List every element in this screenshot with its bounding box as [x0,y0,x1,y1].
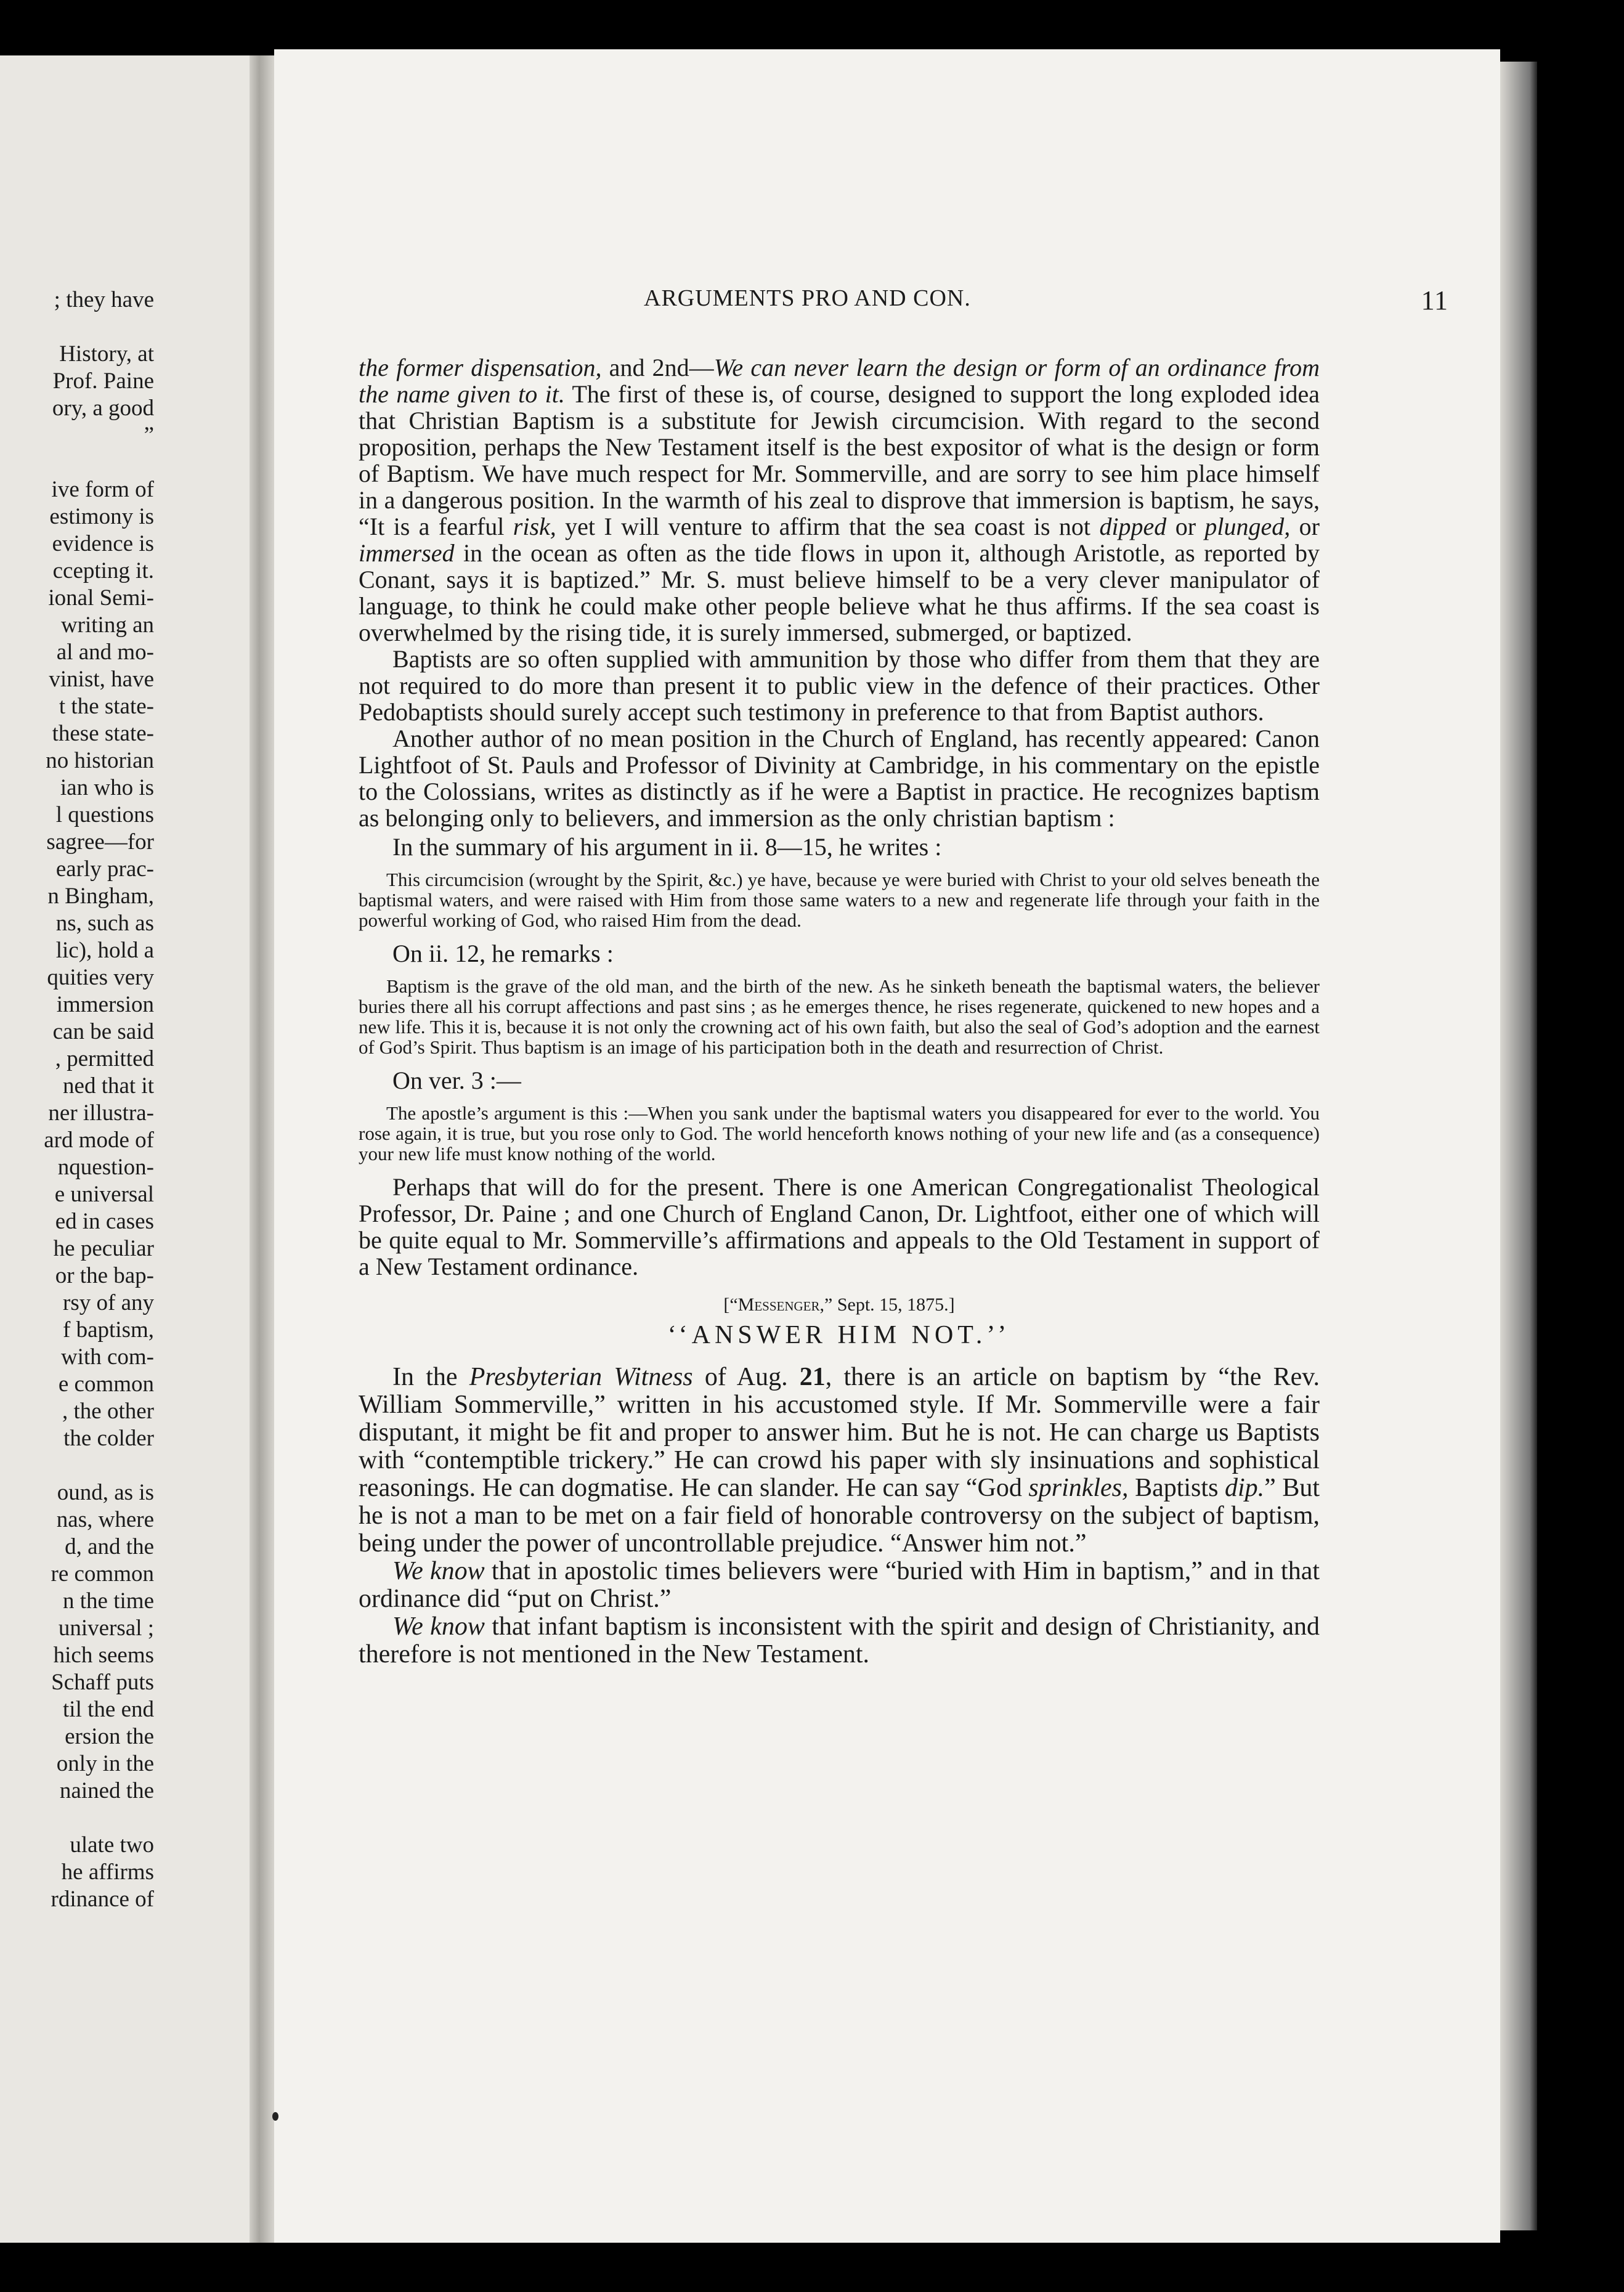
quote-intro-summary: In the summary of his argument in ii. 8—15, he writes : [392,833,942,861]
quote-intro-ver-3: On ver. 3 :— [392,1067,521,1094]
italic-phrase: We know [392,1557,485,1585]
left-text-line: ard mode of [44,1128,154,1153]
left-text-line: can be said [52,1019,154,1044]
left-text-block [0,1832,154,1913]
text-run: ” But he is not a man to be met on a fair field of honorable controversy on the subject of baptism, being under the power of uncontrollable prejudice. “Answer him not.” [359,1474,1320,1558]
block-quote-summary: This circumcision (wrought by the Spirit, &c.) ye have, because ye were buried with Christ to your old selves beneath the baptismal waters, and were raised with Him from those same waters to a new and regenerate life through your faith in the powerful working of God, who raised Him from the dead. [359,869,1320,931]
text-run: and 2nd— [601,354,714,381]
left-text-line: or the bap- [55,1263,154,1288]
left-text-line: nained the [59,1778,154,1803]
citation-source: Messenger, [737,1294,825,1315]
left-text-line: re common [51,1561,154,1587]
left-text-line: ional Semi- [48,585,154,611]
left-text-line: no historian [46,748,154,773]
left-text-line: al and mo- [56,640,154,665]
text-run: Baptists [1128,1474,1225,1502]
left-text-line: only in the [56,1751,154,1776]
left-text-line: Schaff puts [51,1670,154,1695]
left-text-line: he affirms [61,1859,154,1885]
source-citation [359,1294,1320,1315]
italic-word: dipped [1099,513,1167,540]
article-paragraph-3 [359,1613,1320,1668]
left-text-line: ed in cases [55,1209,154,1234]
article-paragraph-1 [359,1363,1320,1558]
article-paragraph-2 [359,1558,1320,1613]
left-text-line: t the state- [59,694,154,719]
left-text-line: , the other [62,1399,154,1424]
italic-word: risk, [513,513,556,540]
text-run: In the [392,1363,469,1391]
left-text-line: vinist, have [49,667,154,692]
text-run: The first of these is, of course, designed to support the long exploded idea that Christian Baptism is a substitute for Jewish circumcision. With regard to the second proposition, perhaps the New Testament itself is the best expositor of what is the design or form of Baptism. We have much respect for Mr. Sommerville, and are sorry to see him place himself in a dangerous position. In the warmth of his zeal to disprove that immersion is baptism, he says, “It is a fearful [359,380,1320,540]
text-run: [“ [723,1294,738,1315]
left-text-line: evidence is [52,531,154,556]
left-text-line: ” [144,423,154,448]
left-text-line: e common [58,1372,154,1397]
left-text-line: ccepting it. [52,558,154,583]
left-text-line: rsy of any [63,1290,154,1315]
left-text-line: ulate two [70,1832,154,1858]
italic-word: sprinkles, [1028,1474,1129,1502]
left-text-line: n the time [63,1588,154,1614]
text-run: that infant baptism is inconsistent with the spirit and design of Christianity, and therefore is not mentioned in the New Testament. [359,1612,1320,1668]
article-headline: ‘‘ANSWER HIM NOT.’’ [667,1321,1011,1349]
left-text-line: ian who is [60,775,154,800]
text-run: of Aug. [692,1363,800,1391]
italic-title: Presbyterian Witness [469,1363,693,1391]
page-body [359,354,1320,1668]
running-title: ARGUMENTS PRO AND CON. [644,285,971,311]
italic-phrase: the former dispensation, [359,354,602,381]
left-text-block [0,476,154,1452]
left-text-line: writing an [60,612,154,638]
left-text-line: estimony is [49,504,154,529]
left-text-line: these state- [52,721,154,746]
text-run: yet I will venture to affirm that the sea coast is not [556,513,1100,540]
left-text-line: ound, as is [57,1480,154,1505]
left-text-line: d, and the [65,1534,154,1559]
left-text-line: he peculiar [53,1236,154,1261]
italic-word: plunged, [1204,513,1291,540]
left-text-line: quities very [47,965,154,990]
italic-word: dip. [1224,1474,1265,1502]
left-text-line: lic), hold a [55,938,154,963]
text-run: or [1166,513,1205,540]
text-run: , there is an article on baptism by “the Rev. William Sommerville,” written in his accustomed style. If Mr. Sommerville were a fair disputant, it might be fit and proper to answer him. But he is not. He can charge us Baptists with “contemptible trickery.” He can crowd his paper with sly insinuations and sophistical reasonings. He can dogmatise. He can slander. He can say “God [359,1363,1320,1502]
block-quote-ii-12: Baptism is the grave of the old man, and the birth of the new. As he sinketh beneath the baptismal waters, the believer buries there all his corrupt affections and past sins ; as he emerges thence, he rises regenerate, quickened to new hopes and a new life. This it is, because it is not only the crowning act of his own faith, but also the seal of God’s adoption and the earnest of God’s Spirit. Thus baptism is an image of his participation both in the death and resurrection of Christ. [359,975,1320,1058]
book-gutter [250,55,274,2243]
left-text-line: l questions [55,802,154,827]
text-run: in the ocean as often as the tide flows in upon it, although Aristotle, as reported by Conant, says it is baptized.” Mr. S. must believe himself to be a very clever manipulator of language, to think he could make other people believe what he thus affirms. If the sea coast is overwhelmed by the rising tide, it is surely immersed, submerged, or baptized. [359,539,1320,646]
ink-speck [272,2112,278,2121]
left-text-line: n Bingham, [47,884,154,909]
left-text-line: nquestion- [57,1155,154,1180]
text-run: that in apostolic times believers were “buried with Him in baptism,” and in that ordinance did “put on Christ.” [359,1557,1320,1613]
left-text-line: ned that it [63,1073,154,1099]
left-text-line: ive form of [51,477,154,502]
left-text-line: ns, such as [55,911,154,936]
left-text-line: til the end [63,1697,154,1722]
left-text-line: ory, a good [52,396,154,421]
left-text-line: early prac- [55,856,154,882]
left-text-line: rdinance of [51,1887,154,1912]
left-text-line: e universal [54,1182,154,1207]
paragraph-baptists: Baptists are so often supplied with ammunition by those who differ from them that they are not required to do more than present it to public view in the defence of their practices. Other Pedobaptists should surely accept such testimony in preference to that from Baptist authors. [359,645,1320,726]
left-text-line: hich seems [53,1643,154,1668]
left-text-line: the colder [63,1426,154,1451]
paragraph-continued [359,354,1320,646]
text-run: ” Sept. 15, 1875.] [824,1294,955,1315]
paragraph-lightfoot: Another author of no mean position in the Church of England, has recently appeared: Canon Lightfoot of St. Pauls and Professor of Divinity at Cambridge, in his commentary on the epistle to the Colossians, writes as distinctly as if he were a Baptist in practice. He recognizes baptism as belonging only to believers, and immersion as the only christian baptism : [359,725,1320,832]
left-page-text [0,286,154,1940]
quote-intro-ii-12: On ii. 12, he remarks : [392,940,614,967]
left-text-line: ; they have [54,287,154,312]
left-text-line: immersion [56,992,154,1017]
left-text-line: Prof. Paine [52,368,154,394]
left-text-line: f baptism, [63,1317,154,1343]
italic-phrase: We can never learn the design or form of an ordinance from the name given to it. [359,354,1320,408]
left-text-line: ersion the [65,1724,154,1749]
text-run: or [1290,513,1320,540]
paragraph-conclusion: Perhaps that will do for the present. There is one American Congregationalist Theological Professor, Dr. Paine ; and one Church of England Canon, Dr. Lightfoot, either one of which will be quite equal to Mr. Sommerville’s affirmations and appeals to the Old Testament in support of a New Testament ordinance. [359,1173,1320,1280]
left-text-block [0,1479,154,1805]
left-text-line: universal ; [58,1615,154,1641]
bold-number: 21 [799,1363,826,1391]
left-text-line: sagree—for [46,829,154,855]
italic-phrase: We know [392,1612,485,1641]
page-edge [1500,62,1537,2230]
page-number: 11 [1421,285,1448,315]
left-text-line: nas, where [56,1507,154,1532]
block-quote-ver-3: The apostle’s argument is this :—When you sank under the baptismal waters you disappeared for ever to the world. You rose again, it is true, but you rose only to God. The world henceforth knows nothing of your new life and (as a consequence) your new life must know nothing of the world. [359,1102,1320,1164]
left-text-line: with com- [60,1344,154,1370]
left-text-line: History, at [59,341,154,367]
left-text-block [0,286,154,314]
left-text-line: , permitted [55,1046,154,1071]
left-text-line: ner illustra- [48,1100,154,1126]
italic-word: immersed [359,539,455,567]
left-text-block [0,341,154,449]
